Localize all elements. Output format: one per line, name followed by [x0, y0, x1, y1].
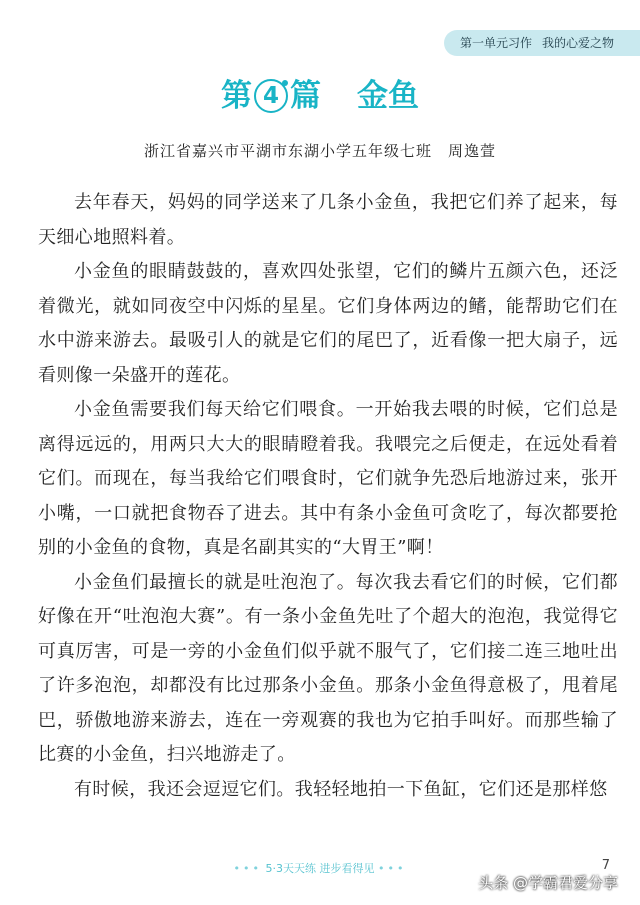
unit-theme: 我的心爱之物 — [542, 36, 615, 50]
paragraph: 小金鱼们最擅长的就是吐泡泡了。每次我去看它们的时候，它们都好像在开“吐泡泡大赛”。有一条小金鱼先吐了个超大的泡泡，我觉得它可真厉害，可是一旁的小金鱼们似乎就不服气了，它们接二连三地吐出了许多泡泡，却都没有比过那条小金鱼。那条小金鱼得意极了，甩着尾巴，骄傲地游来游去，连在一旁观赛的我也为它拍手叫好。而那些输了比赛的小金鱼，扫兴地游走了。 — [38, 571, 618, 765]
unit-tab — [444, 30, 640, 56]
paragraph: 有时候，我还会逗逗它们。我轻轻地拍一下鱼缸，它们还是那样悠 — [74, 778, 608, 800]
title-prefix: 第 — [221, 78, 252, 114]
essay-number-badge — [254, 79, 288, 113]
essay-body — [38, 186, 618, 807]
footer-dots-right: ••• — [378, 862, 407, 875]
badge-dot-icon — [282, 80, 288, 86]
footer-slogan-text: 5·3天天练 进步看得见 — [265, 862, 375, 875]
paragraph: 去年春天，妈妈的同学送来了几条小金鱼，我把它们养了起来，每天细心地照料着。 — [38, 192, 618, 248]
paragraph: 小金鱼的眼睛鼓鼓的，喜欢四处张望，它们的鳞片五颜六色，还泛着微光，就如同夜空中闪烁的星星。它们身体两边的鳍，能帮助它们在水中游来游去。最吸引人的就是它们的尾巴了，近看像一把大扇子，远看则像一朵盛开的莲花。 — [38, 261, 618, 386]
author-name: 周逸萱 — [448, 142, 497, 160]
essay-name: 金鱼 — [357, 78, 419, 114]
title-suffix: 篇 — [290, 78, 321, 114]
essay-number: 4 — [262, 83, 279, 109]
paragraph: 小金鱼需要我们每天给它们喂食。一开始我去喂的时候，它们总是离得远远的，用两只大大的眼睛瞪着我。我喂完之后便走，在远处看着它们。而现在，每当我给它们喂食时，它们就争先恐后地游过来，张开小嘴，一口就把食物吞了进去。其中有条小金鱼可贪吃了，每次都要抢别的小金鱼的食物，真是名副其实的“大胃王”啊！ — [38, 399, 618, 558]
essay-title — [0, 76, 640, 116]
page-number: 7 — [601, 858, 610, 873]
unit-label: 第一单元习作 — [460, 36, 533, 50]
watermark: 头条 @学霸君爱分享 — [478, 874, 618, 892]
footer-dots-left: ••• — [233, 862, 262, 875]
author-school: 浙江省嘉兴市平湖市东湖小学五年级七班 — [143, 142, 432, 160]
author-line — [0, 140, 640, 161]
